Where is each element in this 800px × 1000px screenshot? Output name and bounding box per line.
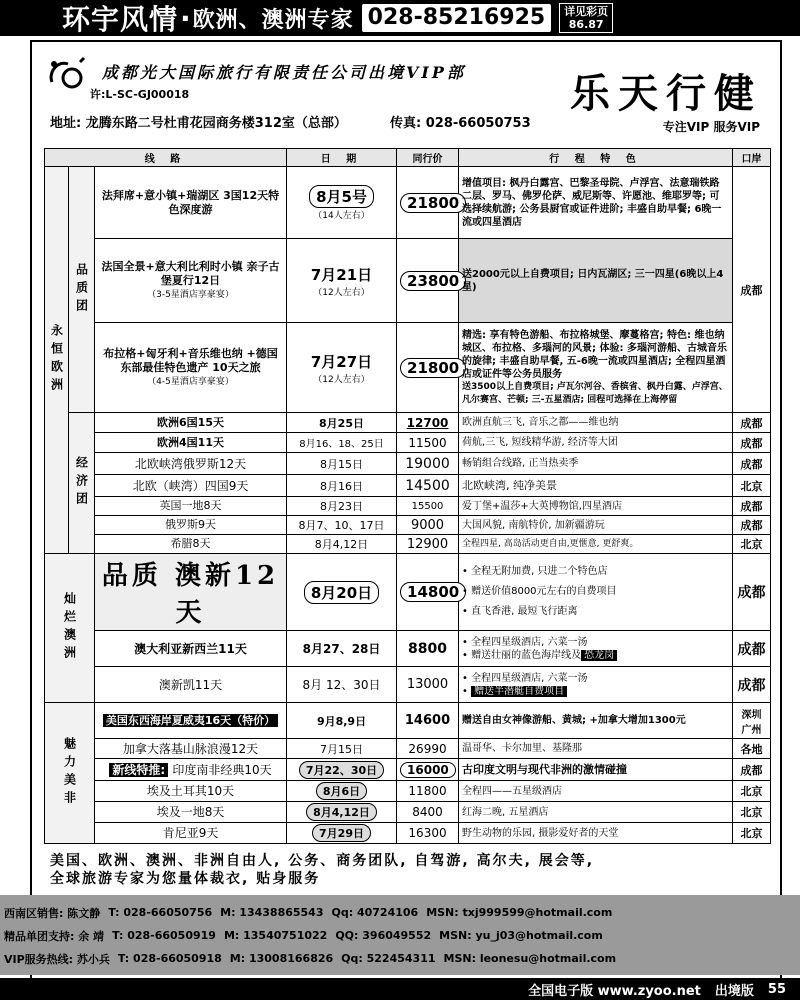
slogan-line2: 全球旅游专家为您量体裁衣, 贴身服务 bbox=[50, 871, 321, 887]
tour-feature: 温哥华、卡尔加里、基隆那 bbox=[459, 739, 733, 759]
tour-date: 8月15日 bbox=[287, 453, 397, 475]
page-number: 55 bbox=[767, 981, 786, 997]
banner-slogan: 欧洲、澳洲专家 bbox=[192, 7, 354, 33]
route-name: 埃及一地8天 bbox=[95, 802, 287, 823]
table-row bbox=[45, 554, 771, 631]
contact-tel: T: 028-66050756 bbox=[108, 906, 213, 919]
departure-city: 成都 bbox=[733, 516, 771, 535]
header-route: 线 路 bbox=[45, 149, 287, 167]
tour-price: 15500 bbox=[397, 497, 459, 516]
tour-date: 9月8,9日 bbox=[287, 703, 397, 739]
route-name: 法拜席+意小镇+瑞湖区 3国12天特色深度游 bbox=[95, 167, 287, 239]
category-europe: 永恒欧洲 bbox=[45, 167, 69, 554]
category-premium: 品质团 bbox=[69, 167, 95, 413]
tour-date: 8月27、28日 bbox=[287, 631, 397, 667]
tour-date: 7月21日 （12人左右） bbox=[287, 239, 397, 323]
tour-feature: 畅销组合线路, 正当热卖季 bbox=[459, 453, 733, 475]
route-name: 布拉格+匈牙利+音乐维也纳 +德国东部最佳特色遗产 10天之旅 （4-5星酒店享豪宴） bbox=[95, 323, 287, 413]
tour-price: 26990 bbox=[397, 739, 459, 759]
footer bbox=[0, 978, 800, 1000]
contact-msn: MSN: leonesu@hotmail.com bbox=[443, 952, 617, 965]
route-name: 新线特推: 印度南非经典10天 bbox=[95, 759, 287, 781]
banner-dot: · bbox=[180, 1, 191, 35]
table-row bbox=[45, 516, 771, 535]
departure-city: 各地 bbox=[733, 739, 771, 759]
tour-date: 8月4,12日 bbox=[287, 802, 397, 823]
banner-detail bbox=[559, 3, 613, 33]
tour-date: 7月27日 （12人左右） bbox=[287, 323, 397, 413]
tour-price: 14500 bbox=[397, 475, 459, 497]
tour-price: 8400 bbox=[397, 802, 459, 823]
contact-row bbox=[4, 947, 800, 970]
tour-price: 19000 bbox=[397, 453, 459, 475]
table-row bbox=[45, 667, 771, 703]
tour-date: 8月5号 （14人左右） bbox=[287, 167, 397, 239]
tour-feature: 全程四——五星级酒店 bbox=[459, 781, 733, 802]
contact-label: 精品单团支持: 余 靖 bbox=[4, 929, 105, 943]
tour-feature: 北欧峡湾, 纯净美景 bbox=[459, 475, 733, 497]
tour-price: 23800 bbox=[397, 239, 459, 323]
route-name: 品质 澳新12天 bbox=[95, 554, 287, 631]
departure-city: 成都 bbox=[733, 497, 771, 516]
company-logo-icon bbox=[44, 52, 88, 96]
table-row bbox=[45, 413, 771, 433]
contact-qq: QQ: 396049552 bbox=[335, 929, 432, 942]
route-name: 欧洲6国15天 bbox=[95, 413, 287, 433]
tour-date: 8月 12、30日 bbox=[287, 667, 397, 703]
route-name: 英国一地8天 bbox=[95, 497, 287, 516]
contact-mobile: M: 13540751022 bbox=[223, 929, 328, 942]
route-name: 澳大利亚新西兰11天 bbox=[95, 631, 287, 667]
bottom-slogan bbox=[50, 852, 750, 888]
route-name: 北欧（峡湾）四国9天 bbox=[95, 475, 287, 497]
departure-city: 成都 bbox=[733, 759, 771, 781]
category-economy: 经济团 bbox=[69, 413, 95, 554]
table-row bbox=[45, 739, 771, 759]
tour-date: 8月7、10、17日 bbox=[287, 516, 397, 535]
header-price: 同行价 bbox=[397, 149, 459, 167]
departure-city: 成都 bbox=[733, 167, 771, 413]
contact-tel: T: 028-66050918 bbox=[117, 952, 222, 965]
fax-number: 传真: 028-66050753 bbox=[390, 116, 531, 131]
tour-date: 8月4,12日 bbox=[287, 535, 397, 554]
table-row bbox=[45, 453, 771, 475]
tour-feature: 大国风貌, 南航特价, 加新疆游玩 bbox=[459, 516, 733, 535]
table-row bbox=[45, 802, 771, 823]
table-row bbox=[45, 759, 771, 781]
service-tagline: 专注VIP 服务VIP bbox=[662, 120, 760, 134]
departure-city: 北京 bbox=[733, 802, 771, 823]
contact-mobile: M: 13438865543 bbox=[220, 906, 324, 919]
route-name: 澳新凯11天 bbox=[95, 667, 287, 703]
contact-label: VIP服务热线: 苏小兵 bbox=[4, 952, 110, 966]
table-row bbox=[45, 823, 771, 844]
contact-msn: MSN: yu_j03@hotmail.com bbox=[439, 929, 603, 942]
tour-feature: 精选: 享有特色游船、布拉格城堡、摩蔓格宫; 特色: 维也纳城区、布拉格、多瑙河的风景; 体验: 多瑙河游船、古城音乐的旋律; 丰盛自助早餐, 五-6晚一流或四星酒店; 全程四星酒店或证件等公务员服务 送3500以上自费项目; 卢瓦尔河谷、香槟省、枫丹白露、卢浮宫、凡尔赛宫、芒顿; 三-五星酒店; 回程可选择在上海停留 bbox=[459, 323, 733, 413]
motto: 乐天行健 bbox=[570, 70, 762, 117]
tour-price: 11500 bbox=[397, 433, 459, 453]
tour-feature: 欧洲直航三飞, 音乐之都——维也纳 bbox=[459, 413, 733, 433]
tour-table bbox=[44, 148, 770, 844]
contact-row bbox=[4, 901, 800, 924]
tour-date: 8月6日 bbox=[287, 781, 397, 802]
tour-price: 21800 bbox=[397, 167, 459, 239]
tour-feature: 全程四星, 高岛活动更自由,更惬意, 更舒爽。 bbox=[459, 535, 733, 554]
tour-date: 8月23日 bbox=[287, 497, 397, 516]
tour-price: 14800 bbox=[397, 554, 459, 631]
table-row bbox=[45, 497, 771, 516]
departure-city: 成都 bbox=[733, 631, 771, 667]
tour-feature: 增值项目: 枫丹白露宫、巴黎圣母院、卢浮宫、法意瑞铁路二层、罗马、佛罗伦萨、威尼斯等、许愿池、维耶罗等; 可选择续航游; 公务县厨官或证件进阶; 丰盛自助早餐; 6晚一流或四星酒店 bbox=[459, 167, 733, 239]
departure-city: 成都 bbox=[733, 667, 771, 703]
company-name: 成都光大国际旅行有限责任公司出境VIP部 bbox=[102, 63, 466, 82]
contact-tel: T: 028-66050919 bbox=[112, 929, 216, 942]
table-row bbox=[45, 631, 771, 667]
table-row bbox=[45, 781, 771, 802]
top-banner bbox=[0, 0, 800, 36]
departure-city: 成都 bbox=[733, 554, 771, 631]
tour-price: 8800 bbox=[397, 631, 459, 667]
tour-feature: 爱丁堡+温莎+大英博物馆,四星酒店 bbox=[459, 497, 733, 516]
route-name: 法国全景+意大利比利时小镇 亲子古堡夏行12日 （3-5星酒店享豪宴） bbox=[95, 239, 287, 323]
table-row bbox=[45, 433, 771, 453]
contact-row bbox=[4, 924, 800, 947]
departure-city: 北京 bbox=[733, 781, 771, 802]
table-row bbox=[45, 323, 771, 413]
tour-feature: • 全程无附加费, 只进二个特色店 • 赠送价值8000元左右的自费项目 • 直飞香港, 最短飞行距离 bbox=[459, 554, 733, 631]
table-row bbox=[45, 535, 771, 554]
category-americas: 魅力美非 bbox=[45, 703, 95, 844]
brand-title: 环宇风情 bbox=[62, 3, 179, 36]
departure-city: 成都 bbox=[733, 453, 771, 475]
tour-price: 16000 bbox=[397, 759, 459, 781]
tour-price: 12700 bbox=[397, 413, 459, 433]
header-date: 日 期 bbox=[287, 149, 397, 167]
route-name: 俄罗斯9天 bbox=[95, 516, 287, 535]
table-row bbox=[45, 239, 771, 323]
route-name: 希腊8天 bbox=[95, 535, 287, 554]
license-number: 许:L-SC-GJ00018 bbox=[90, 88, 190, 101]
tour-price: 16300 bbox=[397, 823, 459, 844]
tour-date: 7月29日 bbox=[287, 823, 397, 844]
departure-city: 北京 bbox=[733, 535, 771, 554]
company-address: 地址: 龙腾东路二号杜甫花园商务楼312室（总部） bbox=[50, 116, 347, 131]
contact-msn: MSN: txj999599@hotmail.com bbox=[426, 906, 613, 919]
detail-line2: 86.87 bbox=[568, 18, 604, 31]
departure-city: 成都 bbox=[733, 413, 771, 433]
route-name: 埃及土耳其10天 bbox=[95, 781, 287, 802]
footer-site[interactable]: 全国电子版 www.zyoo.net bbox=[528, 983, 701, 999]
route-name: 加拿大落基山脉浪漫12天 bbox=[95, 739, 287, 759]
ad-frame bbox=[30, 40, 782, 980]
contact-qq: Qq: 40724106 bbox=[331, 906, 419, 919]
footer-edition: 出境版 bbox=[714, 983, 754, 999]
tour-feature: 古印度文明与现代非洲的激情碰撞 bbox=[459, 759, 733, 781]
contact-strip bbox=[0, 895, 800, 975]
tour-price: 11800 bbox=[397, 781, 459, 802]
table-row bbox=[45, 475, 771, 497]
banner-phone: 028-85216925 bbox=[362, 4, 552, 32]
table-header-row bbox=[45, 149, 771, 167]
tour-date: 7月15日 bbox=[287, 739, 397, 759]
tour-feature: • 全程四星级酒店, 六菜一汤 • 赠送壮丽的蓝色海岸线及 恐龙岗 bbox=[459, 631, 733, 667]
tour-date: 7月22、30日 bbox=[287, 759, 397, 781]
departure-city: 北京 bbox=[733, 475, 771, 497]
tour-price: 9000 bbox=[397, 516, 459, 535]
header-departure: 口岸 bbox=[733, 149, 771, 167]
departure-city: 深圳 广州 bbox=[733, 703, 771, 739]
header-feature: 行 程 特 色 bbox=[459, 149, 733, 167]
tour-date: 8月16、18、25日 bbox=[287, 433, 397, 453]
route-name: 欧洲4国11天 bbox=[95, 433, 287, 453]
tour-date: 8月25日 bbox=[287, 413, 397, 433]
route-name: 北欧峡湾俄罗斯12天 bbox=[95, 453, 287, 475]
tour-feature: 红海二晚, 五星酒店 bbox=[459, 802, 733, 823]
tour-date: 8月20日 bbox=[287, 554, 397, 631]
tour-feature: 赠送自由女神像游船、黄城; +加拿大增加1300元 bbox=[459, 703, 733, 739]
tour-feature: 荷航,三飞, 短线精华游, 经济等大团 bbox=[459, 433, 733, 453]
tour-price: 13000 bbox=[397, 667, 459, 703]
tour-feature: • 全程四星级酒店, 六菜一汤 • 赠送半潜艇自费项目 bbox=[459, 667, 733, 703]
slogan-line1: 美国、欧洲、澳洲、非洲自由人, 公务、商务团队, 自驾游, 高尔夫, 展会等, bbox=[50, 853, 595, 869]
departure-city: 成都 bbox=[733, 433, 771, 453]
tour-price: 14600 bbox=[397, 703, 459, 739]
table-row bbox=[45, 167, 771, 239]
contact-qq: Qq: 522454311 bbox=[341, 952, 436, 965]
contact-label: 西南区销售: 陈文静 bbox=[4, 906, 101, 920]
tour-price: 21800 bbox=[397, 323, 459, 413]
tour-date: 8月16日 bbox=[287, 475, 397, 497]
departure-city: 北京 bbox=[733, 823, 771, 844]
detail-line1: 详见彩页 bbox=[564, 5, 609, 18]
tour-extra: 送2000元以上自费项目; 日内瓦湖区; 三一四星(6晚以上4星) bbox=[459, 239, 733, 323]
contact-mobile: M: 13008166826 bbox=[229, 952, 334, 965]
tour-feature: 野生动物的乐园, 摄影爱好者的天堂 bbox=[459, 823, 733, 844]
category-australia: 灿烂澳洲 bbox=[45, 554, 95, 703]
route-name: 肯尼亚9天 bbox=[95, 823, 287, 844]
route-name: 美国东西海岸夏威夷16天（特价） bbox=[95, 703, 287, 739]
table-row bbox=[45, 703, 771, 739]
tour-price: 12900 bbox=[397, 535, 459, 554]
